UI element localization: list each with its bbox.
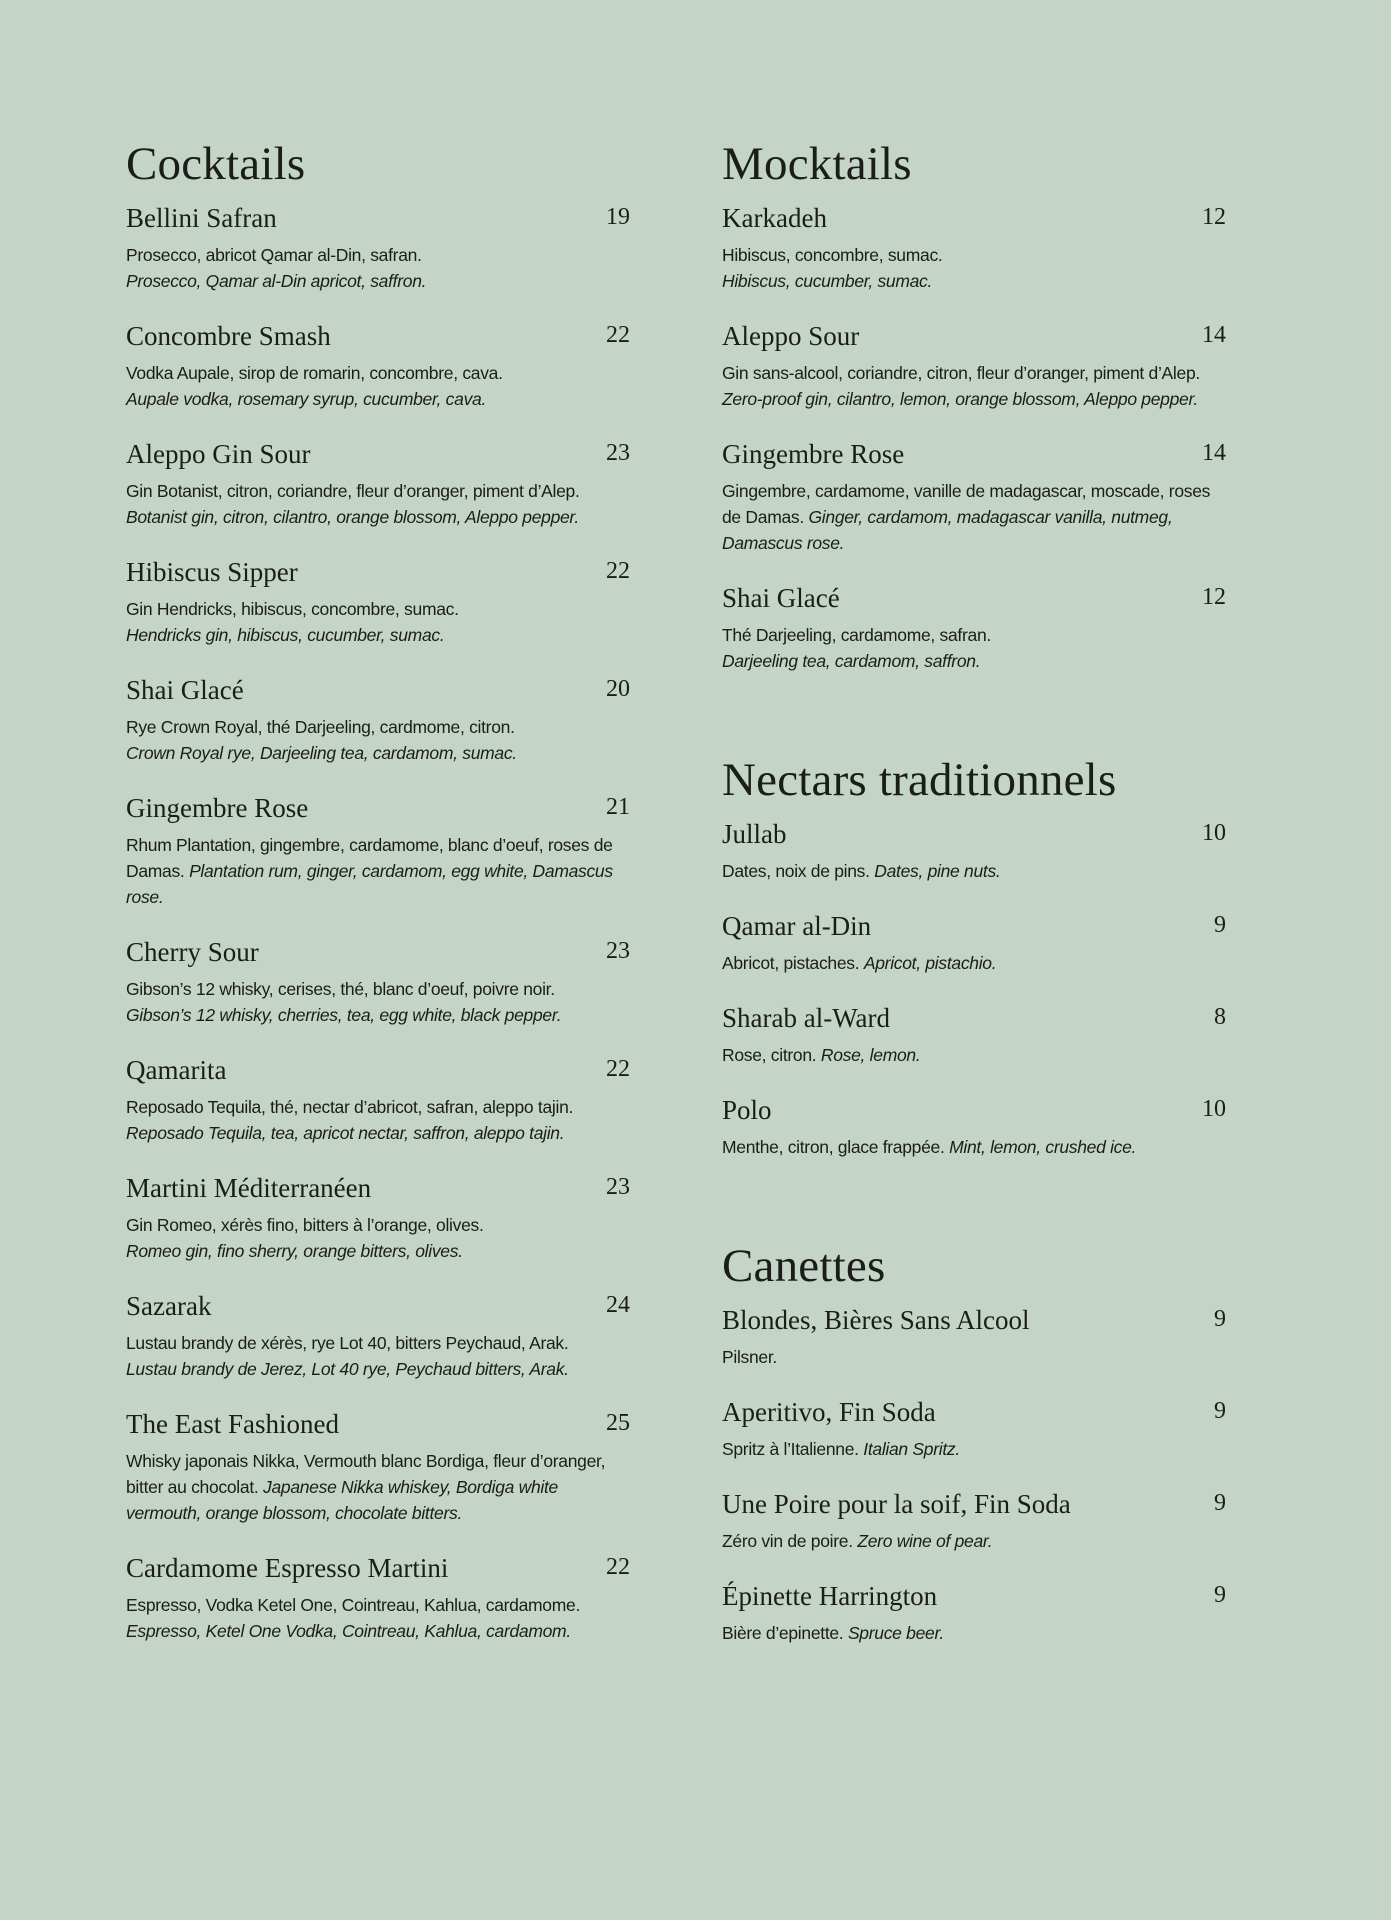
nectars-list [722,814,1226,1160]
menu-item-price: 9 [1214,912,1226,938]
menu-item-header [126,552,630,592]
description-french: Whisky japonais Nikka, Vermouth blanc Bordiga, fleur d’oranger, bitter au chocolat. [126,1451,606,1497]
mocktails-section [722,136,1226,674]
description-french: Hibiscus, concombre, sumac. [722,245,943,265]
description-french: Gin Romeo, xérès fino, bitters à l’orange, olives. [126,1215,484,1235]
menu-item-description [722,950,1226,976]
menu-item-price: 22 [606,322,630,348]
description-english: Zero wine of pear. [857,1531,993,1551]
description-english: Botanist gin, citron, cilantro, orange blossom, Aleppo pepper. [126,507,579,527]
menu-item-name: Blondes, Bières Sans Alcool [722,1305,1030,1335]
menu-item-description [126,832,630,910]
description-english: Hibiscus, cucumber, sumac. [722,271,933,291]
description-english: Apricot, pistachio. [863,953,997,973]
menu-item-price: 14 [1202,322,1226,348]
menu-item [722,578,1226,674]
menu-item [722,1576,1226,1646]
menu-item-description [126,596,630,648]
menu-item-header [722,1090,1226,1130]
description-french: Gin Botanist, citron, coriandre, fleur d’oranger, piment d’Alep. [126,481,580,501]
menu-item-description [722,1528,1226,1554]
section-gap [722,696,1226,752]
description-english: Prosecco, Qamar al-Din apricot, saffron. [126,271,427,291]
menu-item-description [126,1592,630,1644]
menu-item-description [126,1448,630,1526]
description-english: Spruce beer. [847,1623,944,1643]
menu-item [722,998,1226,1068]
menu-item-header [126,1050,630,1090]
menu-item-header [126,788,630,828]
menu-item-name: Gingembre Rose [126,793,309,823]
menu-item-price: 9 [1214,1398,1226,1424]
menu-item [722,316,1226,412]
description-english: Reposado Tequila, tea, apricot nectar, saffron, aleppo tajin. [126,1123,565,1143]
canettes-list [722,1300,1226,1646]
nectars-section [722,752,1226,1160]
menu-item-header [126,1548,630,1588]
description-french: Zéro vin de poire. [722,1531,853,1551]
description-french: Rose, citron. [722,1045,817,1065]
menu-item-description [722,1436,1226,1462]
menu-item [722,434,1226,556]
menu-item-description [126,1330,630,1382]
menu-item-header [722,1484,1226,1524]
menu-item-price: 12 [1202,584,1226,610]
menu-item [722,1484,1226,1554]
description-french: Espresso, Vodka Ketel One, Cointreau, Kahlua, cardamome. [126,1595,581,1615]
menu-item-name: Une Poire pour la soif, Fin Soda [722,1489,1071,1519]
description-french: Dates, noix de pins. [722,861,870,881]
menu-item-description [722,360,1226,412]
menu-item [722,814,1226,884]
menu-item-name: Aperitivo, Fin Soda [722,1397,936,1427]
menu-item-header [722,578,1226,618]
description-english: Romeo gin, fino sherry, orange bitters, olives. [126,1241,463,1261]
menu-item-header [722,1300,1226,1340]
menu-item-description [722,478,1226,556]
section-gap [722,1182,1226,1238]
menu-item-price: 22 [606,1554,630,1580]
menu-item-name: Gingembre Rose [722,439,905,469]
menu-item [126,932,630,1028]
menu-item-description [126,714,630,766]
menu-item-price: 20 [606,676,630,702]
menu-item [722,1090,1226,1160]
menu-item-header [126,1286,630,1326]
menu-item-price: 22 [606,558,630,584]
menu-item [126,670,630,766]
description-french: Gingembre, cardamome, vanille de madagascar, moscade, roses de Damas. [722,481,1211,527]
section-title-nectars: Nectars traditionnels [722,754,1117,806]
menu-item [126,552,630,648]
menu-item-header [722,814,1226,854]
menu-item-price: 8 [1214,1004,1226,1030]
menu-item-price: 21 [606,794,630,820]
menu-item-description [126,242,630,294]
menu-item-description [126,360,630,412]
cocktails-list [126,198,630,1644]
description-french: Gibson’s 12 whisky, cerises, thé, blanc d’oeuf, poivre noir. [126,979,555,999]
right-column [722,136,1226,1668]
menu-item-name: Aleppo Sour [722,321,860,351]
description-english: Dates, pine nuts. [874,861,1001,881]
menu-item-name: Bellini Safran [126,203,277,233]
description-french: Bière d’epinette. [722,1623,844,1643]
canettes-section [722,1238,1226,1646]
menu-item [126,1050,630,1146]
menu-item-price: 9 [1214,1490,1226,1516]
description-french: Lustau brandy de xérès, rye Lot 40, bitters Peychaud, Arak. [126,1333,569,1353]
description-english: Aupale vodka, rosemary syrup, cucumber, cava. [126,389,487,409]
description-english: Lustau brandy de Jerez, Lot 40 rye, Peychaud bitters, Arak. [126,1359,569,1379]
menu-item-name: Cherry Sour [126,937,259,967]
description-french: Gin sans-alcool, coriandre, citron, fleur d’oranger, piment d’Alep. [722,363,1200,383]
menu-item-header [126,932,630,972]
left-column [126,136,630,1666]
description-french: Prosecco, abricot Qamar al-Din, safran. [126,245,422,265]
menu-item-name: Martini Méditerranéen [126,1173,372,1203]
menu-item-price: 22 [606,1056,630,1082]
menu-item-name: Sharab al-Ward [722,1003,890,1033]
description-english: Darjeeling tea, cardamom, saffron. [722,651,981,671]
description-english: Espresso, Ketel One Vodka, Cointreau, Kahlua, cardamom. [126,1621,571,1641]
menu-item-price: 9 [1214,1582,1226,1608]
menu-item-name: Cardamome Espresso Martini [126,1553,449,1583]
description-english: Plantation rum, ginger, cardamom, egg white, Damascus rose. [126,861,613,907]
menu-item [722,1300,1226,1370]
description-french: Vodka Aupale, sirop de romarin, concombre, cava. [126,363,503,383]
section-title-mocktails: Mocktails [722,138,912,190]
menu-item-name: Hibiscus Sipper [126,557,298,587]
menu-item-price: 23 [606,1174,630,1200]
description-english: Zero-proof gin, cilantro, lemon, orange blossom, Aleppo pepper. [722,389,1198,409]
menu-item-name: Polo [722,1095,772,1125]
menu-item-description [126,976,630,1028]
menu-item-header [722,906,1226,946]
section-title-cocktails: Cocktails [126,138,306,190]
menu-item-header [126,434,630,474]
description-french: Thé Darjeeling, cardamome, safran. [722,625,991,645]
menu-item-description [126,478,630,530]
menu-item-header [126,1168,630,1208]
menu-item [126,788,630,910]
menu-item [126,1404,630,1526]
menu-item-description [126,1094,630,1146]
menu-item [126,434,630,530]
description-french: Abricot, pistaches. [722,953,860,973]
menu-item-name: Épinette Harrington [722,1581,938,1611]
menu-item-name: Sazarak [126,1291,212,1321]
menu-item-price: 25 [606,1410,630,1436]
menu-item-description [722,1620,1226,1646]
menu-item-price: 9 [1214,1306,1226,1332]
menu-item-header [126,198,630,238]
description-french: Rhum Plantation, gingembre, cardamome, blanc d’oeuf, roses de Damas. [126,835,613,881]
menu-item-header [126,1404,630,1444]
description-french: Gin Hendricks, hibiscus, concombre, sumac. [126,599,459,619]
menu-item-description [722,622,1226,674]
menu-item-name: Karkadeh [722,203,827,233]
menu-item [126,1548,630,1644]
menu-item [722,1392,1226,1462]
menu-item-description [722,242,1226,294]
section-title-canettes: Canettes [722,1240,886,1292]
menu-item-header [722,1392,1226,1432]
cocktails-section [126,136,630,1644]
description-english: Rose, lemon. [820,1045,921,1065]
description-english: Italian Spritz. [863,1439,960,1459]
menu-item [722,906,1226,976]
description-english: Japanese Nikka whiskey, Bordiga white vermouth, orange blossom, chocolate bitters. [126,1477,558,1523]
menu-item-header [722,998,1226,1038]
description-french: Rye Crown Royal, thé Darjeeling, cardmome, citron. [126,717,515,737]
menu-item-name: Qamar al-Din [722,911,872,941]
menu-item-price: 19 [606,204,630,230]
description-french: Menthe, citron, glace frappée. [722,1137,945,1157]
menu-item-name: Aleppo Gin Sour [126,439,311,469]
menu-item [126,316,630,412]
menu-item-price: 10 [1202,1096,1226,1122]
menu-item-description [722,1344,1226,1370]
description-french: Reposado Tequila, thé, nectar d’abricot, safran, aleppo tajin. [126,1097,574,1117]
description-french: Spritz à l’Italienne. [722,1439,859,1459]
description-english: Crown Royal rye, Darjeeling tea, cardamom, sumac. [126,743,517,763]
menu-item-name: Shai Glacé [722,583,840,613]
menu-item-price: 23 [606,440,630,466]
menu-item-price: 10 [1202,820,1226,846]
menu-item-header [126,670,630,710]
menu-item-name: Concombre Smash [126,321,331,351]
menu-item-header [722,316,1226,356]
menu-item-description [126,1212,630,1264]
menu-item-header [722,434,1226,474]
menu-item [722,198,1226,294]
menu-item-price: 24 [606,1292,630,1318]
menu-item-price: 14 [1202,440,1226,466]
menu-item-description [722,1134,1226,1160]
menu-item-name: The East Fashioned [126,1409,339,1439]
menu-item-name: Shai Glacé [126,675,244,705]
menu-item-description [722,858,1226,884]
mocktails-list [722,198,1226,674]
description-english: Mint, lemon, crushed ice. [949,1137,1137,1157]
description-english: Gibson’s 12 whisky, cherries, tea, egg white, black pepper. [126,1005,562,1025]
menu-item [126,198,630,294]
menu-item-header [126,316,630,356]
menu-item-price: 12 [1202,204,1226,230]
description-french: Pilsner. [722,1347,777,1367]
menu-item-header [722,1576,1226,1616]
description-english: Ginger, cardamom, madagascar vanilla, nutmeg, Damascus rose. [722,507,1173,553]
menu-item-name: Qamarita [126,1055,227,1085]
description-english: Hendricks gin, hibiscus, cucumber, sumac. [126,625,445,645]
menu-item-name: Jullab [722,819,787,849]
menu-item-header [722,198,1226,238]
menu-item [126,1168,630,1264]
menu-item [126,1286,630,1382]
menu-item-price: 23 [606,938,630,964]
menu-item-description [722,1042,1226,1068]
